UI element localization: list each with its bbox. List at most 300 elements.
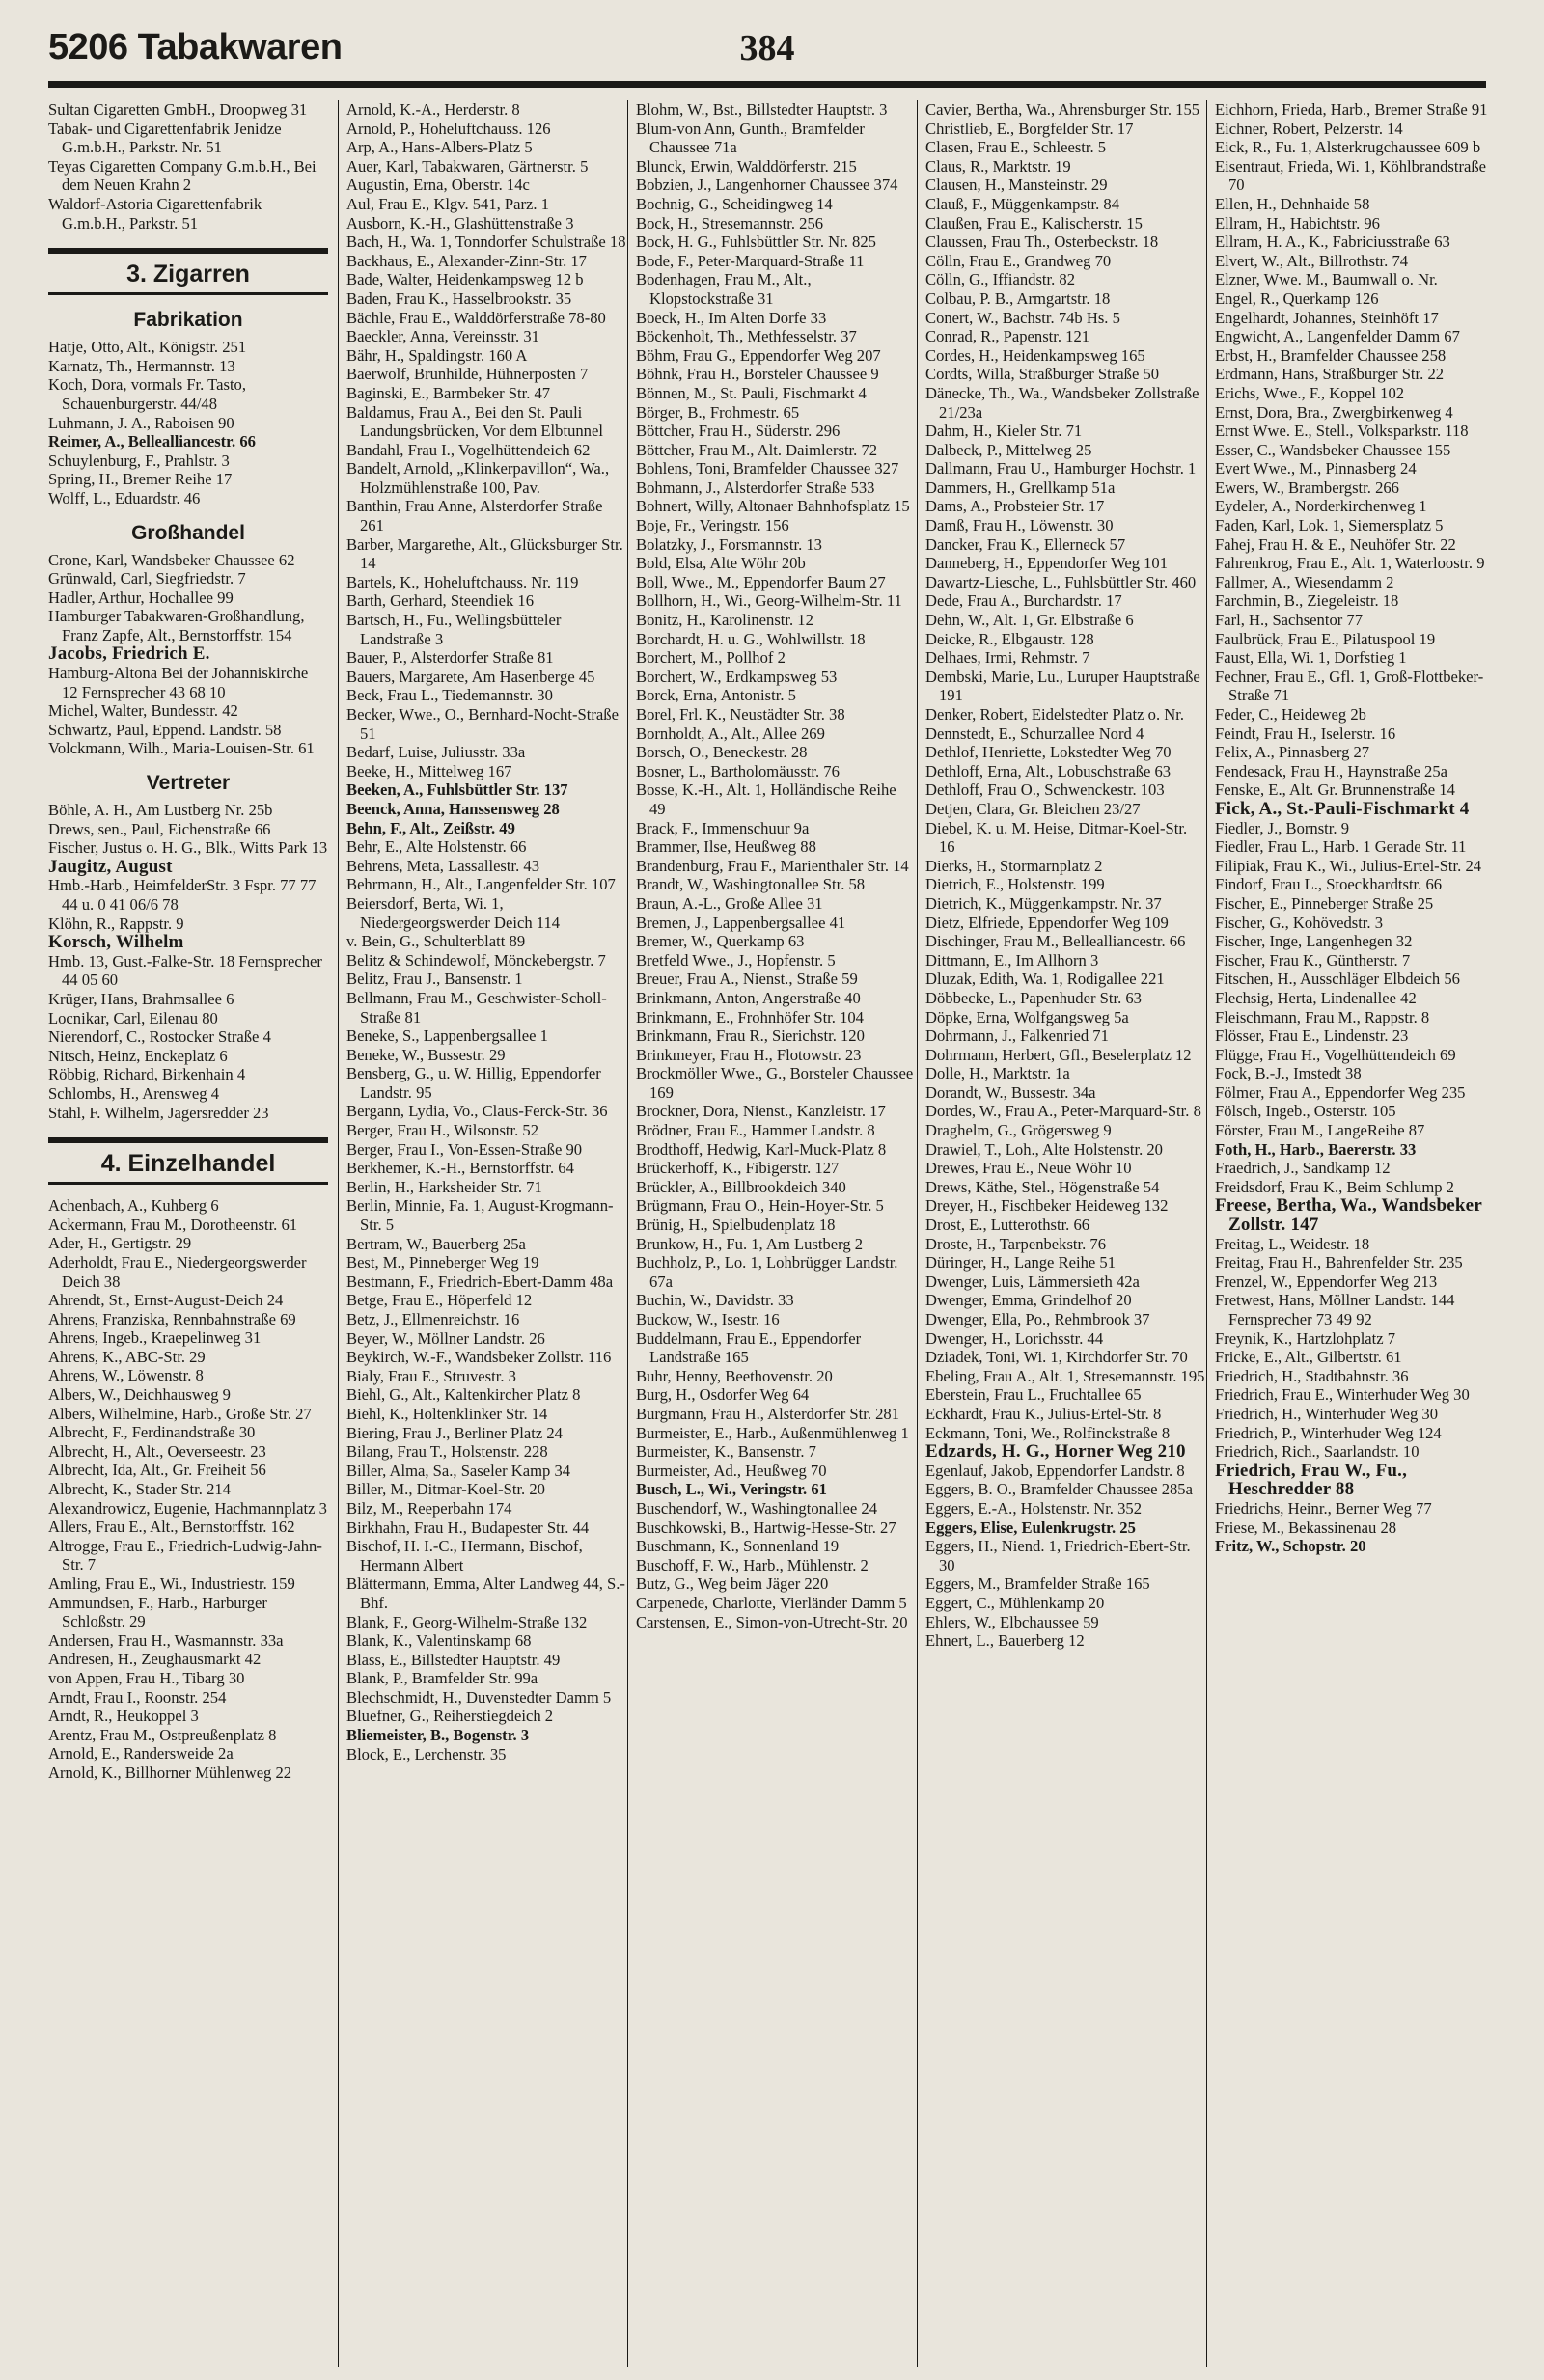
listing-entry: Deicke, R., Elbgaustr. 128 xyxy=(925,629,1094,648)
listing-entry: Bilz, M., Reeperbahn 174 xyxy=(346,1498,512,1518)
listing-entry: Fischer, Justus o. H. G., Blk., Witts Park 13 xyxy=(48,838,328,858)
listing-entry: Brinkmann, Anton, Angerstraße 40 xyxy=(636,988,861,1007)
listing-entry: Ahrens, K., ABC-Str. 29 xyxy=(48,1347,206,1366)
header-rule xyxy=(48,81,1486,88)
listing-entry: Fricke, E., Alt., Gilbertstr. 61 xyxy=(1215,1348,1402,1367)
listing-entry: Döpke, Erna, Wolfgangsweg 5a xyxy=(925,1007,1129,1026)
listing-entry: Fritz, W., Schopstr. 20 xyxy=(1215,1537,1366,1556)
listing-entry: Flügge, Frau H., Vogelhüttendeich 69 xyxy=(1215,1045,1456,1064)
listing-entry: Böhm, Frau G., Eppendorfer Weg 207 xyxy=(636,345,881,365)
listing-entry: Hmb. 13, Gust.-Falke-Str. 18 Fernsprecher 44 05 60 xyxy=(48,951,322,990)
listing-entry: Berlin, H., Harksheider Str. 71 xyxy=(346,1177,542,1196)
listing-entry: Berger, Frau I., Von-Essen-Straße 90 xyxy=(346,1139,583,1159)
listing-entry: Berlin, Minnie, Fa. 1, August-Krogmann-Str. 5 xyxy=(346,1196,614,1235)
listing-entry: Damß, Frau H., Löwenstr. 30 xyxy=(925,516,1114,535)
listing-entry: Brandt, W., Washingtonallee Str. 58 xyxy=(636,875,866,894)
listing-entry: Bornholdt, A., Alt., Allee 269 xyxy=(636,724,825,743)
listing-entry: Buhr, Henny, Beethovenstr. 20 xyxy=(636,1366,833,1385)
listing-entry: Ehlers, W., Elbchaussee 59 xyxy=(925,1612,1099,1631)
listing-entry: Dwenger, H., Lorichsstr. 44 xyxy=(925,1328,1104,1348)
listing-entry: Conert, W., Bachstr. 74b Hs. 5 xyxy=(925,308,1120,327)
listing-entry: Eberstein, Frau L., Fruchtallee 65 xyxy=(925,1385,1142,1405)
listing-entry: Detjen, Clara, Gr. Bleichen 23/27 xyxy=(925,799,1141,818)
listing-entry: Bestmann, F., Friedrich-Ebert-Damm 48a xyxy=(346,1272,614,1291)
listing-entry: Buschkowski, B., Hartwig-Hesse-Str. 27 xyxy=(636,1518,896,1537)
listing-entry: Schuylenburg, F., Prahlstr. 3 xyxy=(48,451,230,470)
listing-entry: Albers, W., Deichhausweg 9 xyxy=(48,1385,231,1405)
listing-entry: Bretfeld Wwe., J., Hopfenstr. 5 xyxy=(636,950,836,970)
listing-entry: Bolatzky, J., Forsmannstr. 13 xyxy=(636,534,822,554)
listing-entry: Cölln, Frau E., Grandweg 70 xyxy=(925,251,1112,270)
listing-entry: Bock, H. G., Fuhlsbüttler Str. Nr. 825 xyxy=(636,233,876,252)
listing-entry: Brandenburg, Frau F., Marienthaler Str. 14 xyxy=(636,856,909,875)
listing-entry: Schlombs, H., Arensweg 4 xyxy=(48,1083,219,1103)
listing-entry: Böckenholt, Th., Methfesselstr. 37 xyxy=(636,327,857,346)
listing-entry: Crone, Karl, Wandsbeker Chaussee 62 xyxy=(48,550,295,569)
listing-entry: Böttcher, Frau H., Süderstr. 296 xyxy=(636,422,841,441)
listing-entry: Beenck, Anna, Hanssensweg 28 xyxy=(346,799,560,818)
listing-entry: Alexandrowicz, Eugenie, Hachmannplatz 3 xyxy=(48,1498,327,1518)
listing-entry: Drost, E., Lutterothstr. 66 xyxy=(925,1216,1090,1235)
listing-entry: Felix, A., Pinnasberg 27 xyxy=(1215,743,1370,762)
section-heading xyxy=(48,1137,328,1185)
listing-entry: Brinkmeyer, Frau H., Flotowstr. 23 xyxy=(636,1045,862,1064)
listing-entry: Colbau, P. B., Armgartstr. 18 xyxy=(925,288,1111,308)
listing-entry: Berkhemer, K.-H., Bernstorffstr. 64 xyxy=(346,1159,574,1178)
listing-entry: Hamburger Tabakwaren-Großhandlung, Franz Zapfe, Alt., Bernstorffstr. 154 xyxy=(48,607,305,644)
listing-entry: Braun, A.-L., Große Allee 31 xyxy=(636,893,823,913)
listing-entry: Engel, R., Querkamp 126 xyxy=(1215,288,1379,308)
listing-entry: Faden, Karl, Lok. 1, Siemersplatz 5 xyxy=(1215,516,1444,535)
listing-entry: Freitag, Frau H., Bahrenfelder Str. 235 xyxy=(1215,1253,1463,1272)
page-header xyxy=(48,27,1486,95)
listing-entry: Dorandt, W., Bussestr. 34a xyxy=(925,1082,1096,1102)
subsection-heading: Fabrikation xyxy=(133,309,243,332)
listing-entry: Bodenhagen, Frau M., Alt., Klopstockstraße 31 xyxy=(636,270,812,308)
column-1 xyxy=(48,100,336,2367)
listing-entry: Biller, Alma, Sa., Saseler Kamp 34 xyxy=(346,1461,571,1480)
listing-entry: Friedrich, P., Winterhuder Weg 124 xyxy=(1215,1423,1442,1442)
listing-entry: Dede, Frau A., Burchardstr. 17 xyxy=(925,591,1122,611)
listing-entry: Andersen, Frau H., Wasmannstr. 33a xyxy=(48,1630,284,1650)
listing-entry: Blättermann, Emma, Alter Landweg 44, S.-Bhf. xyxy=(346,1574,625,1612)
listing-entry: Elvert, W., Alt., Billrothstr. 74 xyxy=(1215,251,1409,270)
listing-entry: Bode, F., Peter-Marquard-Straße 11 xyxy=(636,251,865,270)
listing-entry: Dohrmann, J., Falkenried 71 xyxy=(925,1026,1109,1046)
listing-entry: Hatje, Otto, Alt., Königstr. 251 xyxy=(48,338,247,357)
listing-entry: Fahrenkrog, Frau E., Alt. 1, Waterloostr. 9 xyxy=(1215,554,1485,573)
listing-entry: Bauers, Margarete, Am Hasenberge 45 xyxy=(346,667,595,686)
listing-entry: Engwicht, A., Langenfelder Damm 67 xyxy=(1215,327,1460,346)
listing-entry: Ahrens, W., Löwenstr. 8 xyxy=(48,1366,204,1385)
listing-entry: Cordts, Willa, Straßburger Straße 50 xyxy=(925,365,1160,384)
listing-entry: Baerwolf, Brunhilde, Hühnerposten 7 xyxy=(346,365,589,384)
listing-entry: Dwenger, Luis, Lämmersieth 42a xyxy=(925,1272,1140,1291)
listing-entry: Blohm, W., Bst., Billstedter Hauptstr. 3 xyxy=(636,100,888,119)
listing-entry: Blunck, Erwin, Walddörferstr. 215 xyxy=(636,156,857,176)
listing-entry: Behn, F., Alt., Zeißstr. 49 xyxy=(346,818,515,837)
listing-entry: Clauß, F., Müggenkampstr. 84 xyxy=(925,194,1120,213)
listing-entry: Bauer, P., Alsterdorfer Straße 81 xyxy=(346,648,554,668)
listing-entry: Engelhardt, Johannes, Steinhöft 17 xyxy=(1215,308,1439,327)
listing-entry: Korsch, Wilhelm xyxy=(48,932,184,953)
listing-entry: Michel, Walter, Bundesstr. 42 xyxy=(48,701,238,721)
listing-entry: Spring, H., Bremer Reihe 17 xyxy=(48,470,233,489)
page-number: 384 xyxy=(739,28,795,68)
listing-entry: Biller, M., Ditmar-Koel-Str. 20 xyxy=(346,1480,545,1499)
listing-entry: Dethloff, Erna, Alt., Lobuschstraße 63 xyxy=(925,761,1172,780)
listing-entry: Egenlauf, Jakob, Eppendorfer Landstr. 8 xyxy=(925,1461,1185,1480)
listing-entry: Dziadek, Toni, Wi. 1, Kirchdorfer Str. 70 xyxy=(925,1348,1188,1367)
listing-entry: Boje, Fr., Veringstr. 156 xyxy=(636,516,789,535)
listing-entry: Brockner, Dora, Nienst., Kanzleistr. 17 xyxy=(636,1102,886,1121)
listing-entry: Backhaus, E., Alexander-Zinn-Str. 17 xyxy=(346,251,587,270)
subsection-heading: Vertreter xyxy=(146,772,231,795)
listing-entry: Bosner, L., Bartholomäusstr. 76 xyxy=(636,761,840,780)
listing-entry: Denker, Robert, Eidelstedter Platz o. Nr. xyxy=(925,705,1184,724)
listing-entry: Böttcher, Frau M., Alt. Daimlerstr. 72 xyxy=(636,440,878,459)
listing-entry: Albrecht, K., Stader Str. 214 xyxy=(48,1480,231,1499)
listing-entry: Beck, Frau L., Tiedemannstr. 30 xyxy=(346,686,553,705)
listing-entry: Delhaes, Irmi, Rehmstr. 7 xyxy=(925,648,1090,668)
listing-entry: Bartsch, H., Fu., Wellingsbütteler Landstraße 3 xyxy=(346,611,562,648)
listing-entry: Fischer, E., Pinneberger Straße 25 xyxy=(1215,893,1434,913)
listing-entry: Dammers, H., Grellkamp 51a xyxy=(925,478,1116,497)
listing-entry: Andresen, H., Zeughausmarkt 42 xyxy=(48,1650,262,1669)
listing-entry: Auer, Karl, Tabakwaren, Gärtnerstr. 5 xyxy=(346,156,589,176)
listing-entry: Fölmer, Frau A., Eppendorfer Weg 235 xyxy=(1215,1082,1466,1102)
listing-entry: Brodthoff, Hedwig, Karl-Muck-Platz 8 xyxy=(636,1139,887,1159)
listing-entry: Klöhn, R., Rappstr. 9 xyxy=(48,914,184,933)
listing-entry: Förster, Frau M., LangeReihe 87 xyxy=(1215,1121,1425,1140)
listing-entry: Albrecht, F., Ferdinandstraße 30 xyxy=(48,1423,256,1442)
listing-entry: Fleischmann, Frau M., Rappstr. 8 xyxy=(1215,1007,1430,1026)
listing-entry: Eydeler, A., Norderkirchenweg 1 xyxy=(1215,497,1427,516)
listing-entry: Erichs, Wwe., F., Koppel 102 xyxy=(1215,383,1405,402)
listing-entry: Fendesack, Frau H., Haynstraße 25a xyxy=(1215,761,1448,780)
listing-entry: Buchholz, P., Lo. 1, Lohbrügger Landstr. 67a xyxy=(636,1253,898,1291)
listing-entry: Findorf, Frau L., Stoeckhardtstr. 66 xyxy=(1215,875,1443,894)
listing-entry: Aul, Frau E., Klgv. 541, Parz. 1 xyxy=(346,194,550,213)
listing-entry: Fock, B.-J., Imstedt 38 xyxy=(1215,1064,1362,1083)
listing-entry: Cordes, H., Heidenkampsweg 165 xyxy=(925,345,1145,365)
listing-entry: Albrecht, Ida, Alt., Gr. Freiheit 56 xyxy=(48,1461,266,1480)
listing-entry: Fölsch, Ingeb., Osterstr. 105 xyxy=(1215,1102,1396,1121)
listing-entry: Bohmann, J., Alsterdorfer Straße 533 xyxy=(636,478,875,497)
column-4 xyxy=(917,100,1213,2367)
listing-entry: Dreyer, H., Fischbeker Heideweg 132 xyxy=(925,1196,1169,1216)
listing-entry: Edzards, H. G., Horner Weg 210 xyxy=(925,1441,1186,1463)
listing-entry: Bohlens, Toni, Bramfelder Chaussee 327 xyxy=(636,459,899,479)
listing-entry: Drews, Käthe, Stel., Högenstraße 54 xyxy=(925,1177,1160,1196)
listing-entry: Berger, Frau H., Wilsonstr. 52 xyxy=(346,1121,539,1140)
listing-entry: Claussen, Frau Th., Osterbeckstr. 18 xyxy=(925,233,1159,252)
listing-entry: Krüger, Hans, Brahmsallee 6 xyxy=(48,989,234,1008)
listing-entry: Bialy, Frau E., Struvestr. 3 xyxy=(346,1366,516,1385)
listing-entry: Böhnk, Frau H., Borsteler Chaussee 9 xyxy=(636,365,879,384)
listing-entry: Friedrich, Frau W., Fu., Heschredder 88 xyxy=(1215,1460,1408,1500)
listing-entry: Feindt, Frau H., Iselerstr. 16 xyxy=(1215,724,1396,743)
listing-entry: Aderholdt, Frau E., Niedergeorgswerder Deich 38 xyxy=(48,1252,307,1291)
listing-entry: Fallmer, A., Wiesendamm 2 xyxy=(1215,572,1394,591)
listing-entry: Dembski, Marie, Lu., Luruper Hauptstraße 191 xyxy=(925,667,1200,705)
listing-entry: Bandelt, Arnold, „Klinkerpavillon“, Wa., Holzmühlenstraße 100, Pav. xyxy=(346,459,610,497)
listing-entry: Döbbecke, L., Papenhuder Str. 63 xyxy=(925,988,1142,1007)
listing-entry: Foth, H., Harb., Baererstr. 33 xyxy=(1215,1139,1417,1159)
listing-entry: Brödner, Frau E., Hammer Landstr. 8 xyxy=(636,1121,875,1140)
listing-entry: Busch, L., Wi., Veringstr. 61 xyxy=(636,1480,827,1499)
listing-entry: Eggers, Elise, Eulenkrugstr. 25 xyxy=(925,1518,1136,1537)
listing-entry: Bluefner, G., Reiherstiegdeich 2 xyxy=(346,1707,554,1726)
listing-entry: Tabak- und Cigarettenfabrik Jenidze G.m.b.H., Parkstr. Nr. 51 xyxy=(48,119,282,157)
listing-entry: Best, M., Pinneberger Weg 19 xyxy=(346,1253,539,1272)
listing-entry: Dehn, W., Alt. 1, Gr. Elbstraße 6 xyxy=(925,611,1134,630)
listing-entry: Danneberg, H., Eppendorfer Weg 101 xyxy=(925,554,1169,573)
listing-entry: Erbst, H., Bramfelder Chaussee 258 xyxy=(1215,345,1447,365)
listing-entry: Arnold, K.-A., Herderstr. 8 xyxy=(346,100,520,119)
listing-entry: Eckmann, Toni, We., Rolfinckstraße 8 xyxy=(925,1423,1171,1442)
listing-entry: Belitz, Frau J., Bansenstr. 1 xyxy=(346,970,523,989)
listing-entry: Sultan Cigaretten GmbH., Droopweg 31 xyxy=(48,100,308,119)
listing-entry: Eggers, E.-A., Holstenstr. Nr. 352 xyxy=(925,1498,1142,1518)
listing-entry: Farchmin, B., Ziegeleistr. 18 xyxy=(1215,591,1399,611)
listing-entry: Bremen, J., Lappenbergsallee 41 xyxy=(636,913,846,932)
listing-entry: Dischinger, Frau M., Bellealliancestr. 66 xyxy=(925,932,1186,951)
listing-entry: Beeken, A., Fuhlsbüttler Str. 137 xyxy=(346,780,568,800)
listing-entry: Brügmann, Frau O., Hein-Hoyer-Str. 5 xyxy=(636,1196,884,1216)
listing-entry: Bensberg, G., u. W. Hillig, Eppendorfer Landstr. 95 xyxy=(346,1064,601,1102)
listing-entry: Bonitz, H., Karolinenstr. 12 xyxy=(636,611,813,630)
listing-entry: Burmeister, K., Bansenstr. 7 xyxy=(636,1442,816,1462)
listing-entry: Eisentraut, Frieda, Wi. 1, Köhlbrandstraße 70 xyxy=(1215,156,1487,195)
listing-entry: Dolle, H., Marktstr. 1a xyxy=(925,1064,1070,1083)
section-rule xyxy=(48,248,328,254)
listing-entry: Eick, R., Fu. 1, Alsterkrugchaussee 609 b xyxy=(1215,138,1481,157)
listing-entry: Amling, Frau E., Wi., Industriestr. 159 xyxy=(48,1574,295,1593)
listing-entry: Arnold, E., Randersweide 2a xyxy=(48,1744,234,1764)
listing-entry: Ammundsen, F., Harb., Harburger Schloßstr. 29 xyxy=(48,1593,267,1631)
listing-entry: Eggers, B. O., Bramfelder Chaussee 285a xyxy=(925,1480,1193,1499)
listing-entry: Bedarf, Luise, Juliusstr. 33a xyxy=(346,743,526,762)
listing-entry: Albrecht, H., Alt., Oeverseestr. 23 xyxy=(48,1441,266,1461)
listing-entry: Brückler, A., Billbrookdeich 340 xyxy=(636,1177,846,1196)
listing-entry: Fiedler, J., Bornstr. 9 xyxy=(1215,818,1349,837)
listing-entry: Buschmann, K., Sonnenland 19 xyxy=(636,1537,840,1556)
listing-entry: Cölln, G., Iffiandstr. 82 xyxy=(925,270,1076,289)
listing-entry: Biehl, G., Alt., Kaltenkircher Platz 8 xyxy=(346,1385,581,1405)
column-3 xyxy=(627,100,924,2367)
directory-columns xyxy=(48,100,1486,2367)
listing-entry: Freitag, L., Weidestr. 18 xyxy=(1215,1234,1370,1253)
listing-entry: Dethlof, Henriette, Lokstedter Weg 70 xyxy=(925,743,1172,762)
listing-entry: Behrmann, H., Alt., Langenfelder Str. 107 xyxy=(346,875,616,894)
listing-entry: Fischer, Inge, Langenhegen 32 xyxy=(1215,932,1413,951)
listing-entry: Albers, Wilhelmine, Harb., Große Str. 27 xyxy=(48,1404,312,1423)
listing-entry: Faust, Ella, Wi. 1, Dorfstieg 1 xyxy=(1215,648,1407,668)
listing-entry: Beneke, W., Bussestr. 29 xyxy=(346,1045,506,1064)
listing-entry: Dietrich, E., Holstenstr. 199 xyxy=(925,875,1105,894)
listing-entry: Bilang, Frau T., Holstenstr. 228 xyxy=(346,1442,548,1462)
listing-entry: Dethloff, Frau O., Schwenckestr. 103 xyxy=(925,780,1165,800)
listing-entry: Friese, M., Bekassinenau 28 xyxy=(1215,1518,1397,1537)
listing-entry: Borck, Erna, Antonistr. 5 xyxy=(636,686,796,705)
listing-entry: Buschendorf, W., Washingtonallee 24 xyxy=(636,1498,877,1518)
listing-entry: Brockmöller Wwe., G., Borsteler Chaussee 169 xyxy=(636,1064,914,1102)
listing-entry: Borchert, W., Erdkampsweg 53 xyxy=(636,667,838,686)
listing-entry: Buckow, W., Isestr. 16 xyxy=(636,1310,780,1328)
listing-entry: Nitsch, Heinz, Enckeplatz 6 xyxy=(48,1046,228,1065)
listing-entry: Droste, H., Tarpenbekstr. 76 xyxy=(925,1234,1107,1253)
listing-entry: Brammer, Ilse, Heußweg 88 xyxy=(636,837,816,857)
listing-entry: Drews, sen., Paul, Eichenstraße 66 xyxy=(48,819,271,838)
listing-entry: Achenbach, A., Kuhberg 6 xyxy=(48,1196,219,1216)
listing-entry: Fitschen, H., Ausschläger Elbdeich 56 xyxy=(1215,970,1460,989)
listing-entry: Augustin, Erna, Oberstr. 14c xyxy=(346,176,530,195)
listing-entry: Dallmann, Frau U., Hamburger Hochstr. 1 xyxy=(925,459,1197,479)
listing-entry: Eichhorn, Frieda, Harb., Bremer Straße 91 xyxy=(1215,100,1488,119)
listing-entry: Düringer, H., Lange Reihe 51 xyxy=(925,1253,1117,1272)
section-title: 4. Einzelhandel xyxy=(100,1150,276,1178)
listing-entry: Grünwald, Carl, Siegfriedstr. 7 xyxy=(48,569,246,588)
listing-entry: Dwenger, Ella, Po., Rehmbrook 37 xyxy=(925,1310,1150,1328)
listing-entry: Borchert, M., Pollhof 2 xyxy=(636,648,786,668)
listing-entry: Blechschmidt, H., Duvenstedter Damm 5 xyxy=(346,1687,612,1707)
listing-entry: Friedrich, Rich., Saarlandstr. 10 xyxy=(1215,1442,1420,1462)
category-heading: 5206 Tabakwaren xyxy=(48,27,343,68)
listing-entry: Esser, C., Wandsbeker Chaussee 155 xyxy=(1215,440,1451,459)
listing-entry: Betz, J., Ellmenreichstr. 16 xyxy=(346,1310,520,1328)
listing-entry: Draghelm, G., Grögersweg 9 xyxy=(925,1121,1112,1140)
listing-entry: Ackermann, Frau M., Dorotheenstr. 61 xyxy=(48,1215,298,1234)
listing-entry: Claus, R., Marktstr. 19 xyxy=(925,156,1071,176)
section-rule xyxy=(48,1182,328,1185)
listing-entry: Fischer, Frau K., Güntherstr. 7 xyxy=(1215,950,1411,970)
listing-entry: Bönnen, M., St. Pauli, Fischmarkt 4 xyxy=(636,383,867,402)
listing-entry: Friedrich, Frau E., Winterhuder Weg 30 xyxy=(1215,1385,1470,1405)
listing-entry: Bohnert, Willy, Altonaer Bahnhofsplatz 15 xyxy=(636,497,910,516)
listing-entry: Jacobs, Friedrich E. xyxy=(48,643,210,665)
listing-entry: Bold, Elsa, Alte Wöhr 20b xyxy=(636,554,806,573)
section-heading xyxy=(48,248,328,295)
listing-entry: Beeke, H., Mittelweg 167 xyxy=(346,761,512,780)
section-rule xyxy=(48,292,328,295)
listing-entry: Biehl, K., Holtenklinker Str. 14 xyxy=(346,1404,548,1423)
listing-entry: Fenske, E., Alt. Gr. Brunnenstraße 14 xyxy=(1215,780,1455,800)
listing-entry: Ahrens, Franziska, Rennbahnstraße 69 xyxy=(48,1309,296,1328)
listing-entry: Brinkmann, Frau R., Sierichstr. 120 xyxy=(636,1026,865,1046)
listing-entry: Fahej, Frau H. & E., Neuhöfer Str. 22 xyxy=(1215,534,1456,554)
listing-entry: Dams, A., Probsteier Str. 17 xyxy=(925,497,1105,516)
listing-entry: Ellram, H. A., K., Fabriciusstraße 63 xyxy=(1215,233,1450,252)
listing-entry: Dordes, W., Frau A., Peter-Marquard-Str. 8 xyxy=(925,1102,1201,1121)
listing-entry: Karnatz, Th., Hermannstr. 13 xyxy=(48,356,235,375)
listing-entry: Fischer, G., Kohövedstr. 3 xyxy=(1215,913,1384,932)
listing-entry: Röbbig, Richard, Birkenhain 4 xyxy=(48,1065,246,1084)
column-2 xyxy=(338,100,634,2367)
listing-entry: Blank, P., Bramfelder Str. 99a xyxy=(346,1669,538,1688)
listing-entry: Böhle, A. H., Am Lustberg Nr. 25b xyxy=(48,801,273,820)
listing-entry: Boll, Wwe., M., Eppendorfer Baum 27 xyxy=(636,572,886,591)
listing-entry: Dalbeck, P., Mittelweg 25 xyxy=(925,440,1092,459)
listing-entry: Eggers, H., Niend. 1, Friedrich-Ebert-Str. 30 xyxy=(925,1537,1191,1574)
listing-entry: Eggers, M., Bramfelder Straße 165 xyxy=(925,1574,1150,1594)
listing-entry: Beyer, W., Möllner Landstr. 26 xyxy=(346,1328,545,1348)
listing-entry: Beneke, S., Lappenbergsallee 1 xyxy=(346,1026,548,1046)
listing-entry: Baeckler, Anna, Vereinsstr. 31 xyxy=(346,327,539,346)
listing-entry: Faulbrück, Frau E., Pilatuspool 19 xyxy=(1215,629,1436,648)
listing-entry: Volckmann, Wilh., Maria-Louisen-Str. 61 xyxy=(48,739,315,758)
listing-entry: Wolff, L., Eduardstr. 46 xyxy=(48,488,201,507)
listing-entry: Birkhahn, Frau H., Budapester Str. 44 xyxy=(346,1518,590,1537)
listing-entry: Blank, F., Georg-Wilhelm-Straße 132 xyxy=(346,1612,588,1631)
listing-entry: Fiedler, Frau L., Harb. 1 Gerade Str. 11 xyxy=(1215,837,1467,857)
listing-entry: Claußen, Frau E., Kalischerstr. 15 xyxy=(925,213,1143,233)
listing-entry: Bosse, K.-H., Alt. 1, Holländische Reihe 49 xyxy=(636,780,896,818)
listing-entry: Bach, H., Wa. 1, Tonndorfer Schulstraße 18 xyxy=(346,233,626,252)
listing-entry: Blank, K., Valentinskamp 68 xyxy=(346,1631,532,1651)
listing-entry: Christlieb, E., Borgfelder Str. 17 xyxy=(925,119,1134,138)
listing-entry: Teyas Cigaretten Company G.m.b.H., Bei dem Neuen Krahn 2 xyxy=(48,156,317,195)
listing-entry: Ehnert, L., Bauerberg 12 xyxy=(925,1631,1085,1651)
listing-entry: Freidsdorf, Frau K., Beim Schlump 2 xyxy=(1215,1177,1454,1196)
listing-entry: Feder, C., Heideweg 2b xyxy=(1215,705,1366,724)
listing-entry: Hamburg-Altona Bei der Johanniskirche 12 Fernsprecher 43 68 10 xyxy=(48,664,309,701)
listing-entry: Ausborn, K.-H., Glashüttenstraße 3 xyxy=(346,213,574,233)
subsection-heading: Großhandel xyxy=(131,521,245,544)
section-rule xyxy=(48,1137,328,1143)
listing-entry: Elzner, Wwe. M., Baumwall o. Nr. xyxy=(1215,270,1438,289)
listing-entry: Bähr, H., Spaldingstr. 160 A xyxy=(346,345,528,365)
listing-entry: Brunkow, H., Fu. 1, Am Lustberg 2 xyxy=(636,1234,864,1253)
listing-entry: Fretwest, Hans, Möllner Landstr. 144 Fernsprecher 73 49 92 xyxy=(1215,1291,1455,1328)
listing-entry: v. Bein, G., Schulterblatt 89 xyxy=(346,932,526,951)
listing-entry: Bellmann, Frau M., Geschwister-Scholl-Straße 81 xyxy=(346,988,607,1026)
listing-entry: Betge, Frau E., Höperfeld 12 xyxy=(346,1291,533,1310)
listing-entry: Borchardt, H. u. G., Wohlwillstr. 18 xyxy=(636,629,866,648)
listing-entry: Blum-von Ann, Gunth., Bramfelder Chaussee 71a xyxy=(636,119,865,157)
listing-entry: Clausen, H., Mansteinstr. 29 xyxy=(925,176,1108,195)
listing-entry: Freese, Bertha, Wa., Wandsbeker Zollstr. 147 xyxy=(1215,1195,1482,1236)
listing-entry: Baldamus, Frau A., Bei den St. Pauli Landungsbrücken, Vor dem Elbtunnel xyxy=(346,402,603,441)
listing-entry: Arp, A., Hans-Albers-Platz 5 xyxy=(346,138,533,157)
listing-entry: Burg, H., Osdorfer Weg 64 xyxy=(636,1385,810,1405)
listing-entry: Dawartz-Liesche, L., Fuhlsbüttler Str. 460 xyxy=(925,572,1197,591)
listing-entry: Dohrmann, Herbert, Gfl., Beselerplatz 12 xyxy=(925,1045,1192,1064)
listing-entry: Börger, B., Frohmestr. 65 xyxy=(636,402,800,422)
listing-entry: Bertram, W., Bauerberg 25a xyxy=(346,1234,526,1253)
listing-entry: Evert Wwe., M., Pinnasberg 24 xyxy=(1215,459,1417,479)
listing-entry: Schwartz, Paul, Eppend. Landstr. 58 xyxy=(48,720,282,739)
listing-entry: Arndt, R., Heukoppel 3 xyxy=(48,1707,199,1726)
listing-entry: Burmeister, E., Harb., Außenmühlenweg 1 xyxy=(636,1423,909,1442)
listing-entry: Bischof, H. I.-C., Hermann, Bischof, Hermann Albert xyxy=(346,1537,583,1574)
listing-entry: Baden, Frau K., Hasselbrookstr. 35 xyxy=(346,288,572,308)
listing-entry: Reimer, A., Bellealliancestr. 66 xyxy=(48,432,256,451)
listing-entry: Barth, Gerhard, Steendiek 16 xyxy=(346,591,534,611)
listing-entry: Brinkmann, E., Frohnhöfer Str. 104 xyxy=(636,1007,864,1026)
listing-entry: Borel, Frl. K., Neustädter Str. 38 xyxy=(636,705,845,724)
listing-entry: Eichner, Robert, Pelzerstr. 14 xyxy=(1215,119,1403,138)
listing-entry: Dahm, H., Kieler Str. 71 xyxy=(925,422,1083,441)
listing-entry: Banthin, Frau Anne, Alsterdorfer Straße 261 xyxy=(346,497,603,535)
listing-entry: Ernst Wwe. E., Stell., Volksparkstr. 118 xyxy=(1215,422,1469,441)
listing-entry: Bartels, K., Hoheluftchauss. Nr. 119 xyxy=(346,572,579,591)
listing-entry: Dittmann, E., Im Allhorn 3 xyxy=(925,950,1099,970)
listing-entry: Arnold, K., Billhorner Mühlenweg 22 xyxy=(48,1763,292,1782)
listing-entry: Beiersdorf, Berta, Wi. 1, Niedergeorgswerder Deich 114 xyxy=(346,893,561,932)
listing-entry: Dluzak, Edith, Wa. 1, Rodigallee 221 xyxy=(925,970,1165,989)
listing-entry: Nierendorf, C., Rostocker Straße 4 xyxy=(48,1027,271,1047)
